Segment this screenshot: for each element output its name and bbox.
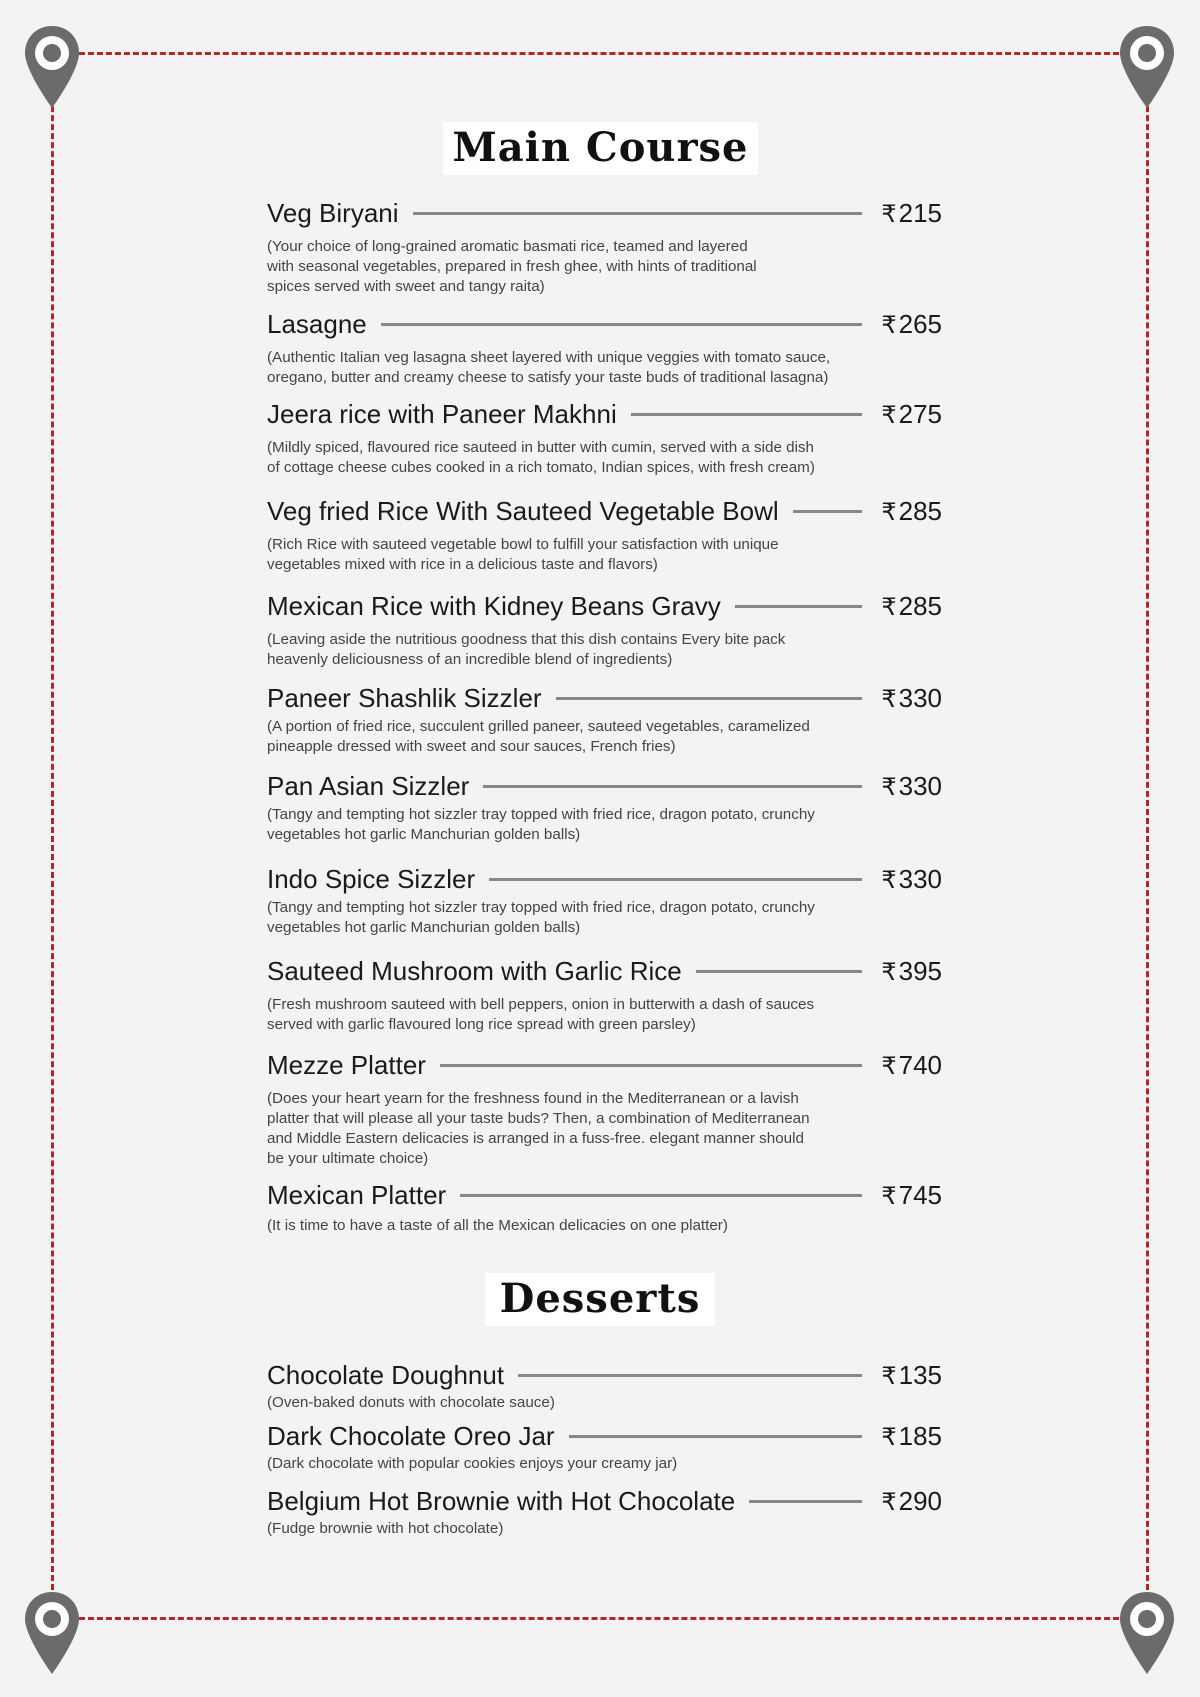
frame-border-left bbox=[51, 52, 54, 1617]
rupee-symbol: ₹ bbox=[881, 200, 897, 228]
item-name: Veg fried Rice With Sauteed Vegetable Bowl bbox=[267, 495, 779, 526]
item-description: (Rich Rice with sauteed vegetable bowl to fulfill your satisfaction with unique vegetables mixed with rice in a delicious taste and flavors) bbox=[267, 536, 779, 573]
menu-item bbox=[267, 195, 942, 297]
item-name: Indo Spice Sizzler bbox=[267, 863, 476, 894]
leader-line bbox=[569, 1435, 862, 1438]
leader-line bbox=[489, 878, 862, 881]
item-name: Belgium Hot Brownie with Hot Chocolate bbox=[267, 1485, 736, 1516]
menu-item bbox=[267, 493, 942, 575]
item-description: (Does your heart yearn for the freshness found in the Mediterranean or a lavish platter that will please all your taste buds? Then, a combination of Mediterranean and Middle Eastern delicacies is arranged in a fuss-free. elegant manner should be your ultimate choice) bbox=[267, 1090, 810, 1167]
item-price: ₹285 bbox=[881, 495, 942, 526]
leader-line bbox=[483, 785, 862, 788]
frame-border-top bbox=[52, 52, 1146, 55]
rupee-symbol: ₹ bbox=[881, 773, 897, 801]
menu-item bbox=[267, 1177, 942, 1236]
item-price: ₹740 bbox=[881, 1049, 942, 1080]
leader-line bbox=[631, 413, 862, 416]
item-description: (Mildly spiced, flavoured rice sauteed in butter with cumin, served with a side dish of cottage cheese cubes cooked in a rich tomato, Indian spices, with fresh cream) bbox=[267, 439, 815, 476]
rupee-symbol: ₹ bbox=[881, 1362, 897, 1390]
item-name: Paneer Shashlik Sizzler bbox=[267, 682, 542, 713]
item-description: (It is time to have a taste of all the Mexican delicacies on one platter) bbox=[267, 1217, 728, 1234]
item-description: (Your choice of long-grained aromatic basmati rice, teamed and layered with seasonal vegetables, prepared in fresh ghee, with hints of traditional spices served with sweet and tangy raita) bbox=[267, 238, 757, 295]
item-name: Sauteed Mushroom with Garlic Rice bbox=[267, 955, 682, 986]
menu-item bbox=[267, 680, 942, 757]
item-description: (Dark chocolate with popular cookies enjoys your creamy jar) bbox=[267, 1455, 678, 1472]
item-name: Dark Chocolate Oreo Jar bbox=[267, 1420, 555, 1451]
rupee-symbol: ₹ bbox=[881, 958, 897, 986]
item-name: Mexican Rice with Kidney Beans Gravy bbox=[267, 590, 721, 621]
frame-border-bottom bbox=[52, 1617, 1146, 1620]
rupee-symbol: ₹ bbox=[881, 866, 897, 894]
rupee-symbol: ₹ bbox=[881, 1052, 897, 1080]
rupee-symbol: ₹ bbox=[881, 593, 897, 621]
rupee-symbol: ₹ bbox=[881, 1182, 897, 1210]
section-title-desserts: Desserts bbox=[485, 1273, 715, 1326]
item-description: (Leaving aside the nutritious goodness that this dish contains Every bite pack heavenly deliciousness of an incredible blend of ingredients) bbox=[267, 631, 786, 668]
rupee-symbol: ₹ bbox=[881, 498, 897, 526]
item-name: Lasagne bbox=[267, 308, 367, 339]
menu-item bbox=[267, 1357, 942, 1413]
item-price: ₹285 bbox=[881, 590, 942, 621]
item-price: ₹330 bbox=[881, 682, 942, 713]
leader-line bbox=[381, 323, 862, 326]
item-description: (Tangy and tempting hot sizzler tray topped with fried rice, dragon potato, crunchy vegetables hot garlic Manchurian golden balls) bbox=[267, 899, 815, 936]
menu-item bbox=[267, 396, 942, 478]
item-name: Veg Biryani bbox=[267, 197, 399, 228]
rupee-symbol: ₹ bbox=[881, 685, 897, 713]
menu-item bbox=[267, 588, 942, 670]
item-description: (Oven-baked donuts with chocolate sauce) bbox=[267, 1394, 555, 1411]
leader-line bbox=[518, 1374, 862, 1377]
leader-line bbox=[413, 212, 862, 215]
rupee-symbol: ₹ bbox=[881, 311, 897, 339]
rupee-symbol: ₹ bbox=[881, 401, 897, 429]
location-pin-icon bbox=[1117, 24, 1177, 110]
rupee-symbol: ₹ bbox=[881, 1423, 897, 1451]
location-pin-icon bbox=[1117, 1590, 1177, 1676]
leader-line bbox=[735, 605, 862, 608]
item-price: ₹330 bbox=[881, 770, 942, 801]
item-price: ₹185 bbox=[881, 1420, 942, 1451]
item-price: ₹290 bbox=[881, 1485, 942, 1516]
item-name: Jeera rice with Paneer Makhni bbox=[267, 398, 617, 429]
item-description: (A portion of fried rice, succulent grilled paneer, sauteed vegetables, caramelized pineapple dressed with sweet and sour sauces, French fries) bbox=[267, 718, 810, 755]
leader-line bbox=[749, 1500, 862, 1503]
leader-line bbox=[440, 1064, 862, 1067]
item-price: ₹745 bbox=[881, 1179, 942, 1210]
leader-line bbox=[793, 510, 862, 513]
menu-item bbox=[267, 1418, 942, 1474]
item-name: Pan Asian Sizzler bbox=[267, 770, 470, 801]
item-description: (Fudge brownie with hot chocolate) bbox=[267, 1520, 504, 1537]
item-price: ₹135 bbox=[881, 1359, 942, 1390]
leader-line bbox=[460, 1194, 862, 1197]
leader-line bbox=[696, 970, 862, 973]
menu-item bbox=[267, 1483, 942, 1539]
item-price: ₹215 bbox=[881, 197, 942, 228]
menu-item bbox=[267, 768, 942, 845]
menu-item bbox=[267, 861, 942, 938]
section-title-main-course: Main Course bbox=[443, 122, 758, 175]
location-pin-icon bbox=[22, 1590, 82, 1676]
menu-item bbox=[267, 1047, 942, 1169]
item-price: ₹265 bbox=[881, 308, 942, 339]
item-description: (Tangy and tempting hot sizzler tray topped with fried rice, dragon potato, crunchy vegetables hot garlic Manchurian golden balls) bbox=[267, 806, 815, 843]
item-name: Mexican Platter bbox=[267, 1179, 447, 1210]
item-price: ₹395 bbox=[881, 955, 942, 986]
item-name: Mezze Platter bbox=[267, 1049, 426, 1080]
item-price: ₹330 bbox=[881, 863, 942, 894]
frame-border-right bbox=[1146, 52, 1149, 1617]
rupee-symbol: ₹ bbox=[881, 1488, 897, 1516]
item-name: Chocolate Doughnut bbox=[267, 1359, 505, 1390]
menu-item bbox=[267, 306, 942, 388]
leader-line bbox=[556, 697, 862, 700]
item-description: (Fresh mushroom sauteed with bell peppers, onion in butterwith a dash of sauces served with garlic flavoured long rice spread with green parsley) bbox=[267, 996, 815, 1033]
item-description: (Authentic Italian veg lasagna sheet layered with unique veggies with tomato sauce, oregano, butter and creamy cheese to satisfy your taste buds of traditional lasagna) bbox=[267, 349, 831, 386]
menu-item bbox=[267, 953, 942, 1035]
item-price: ₹275 bbox=[881, 398, 942, 429]
location-pin-icon bbox=[22, 24, 82, 110]
